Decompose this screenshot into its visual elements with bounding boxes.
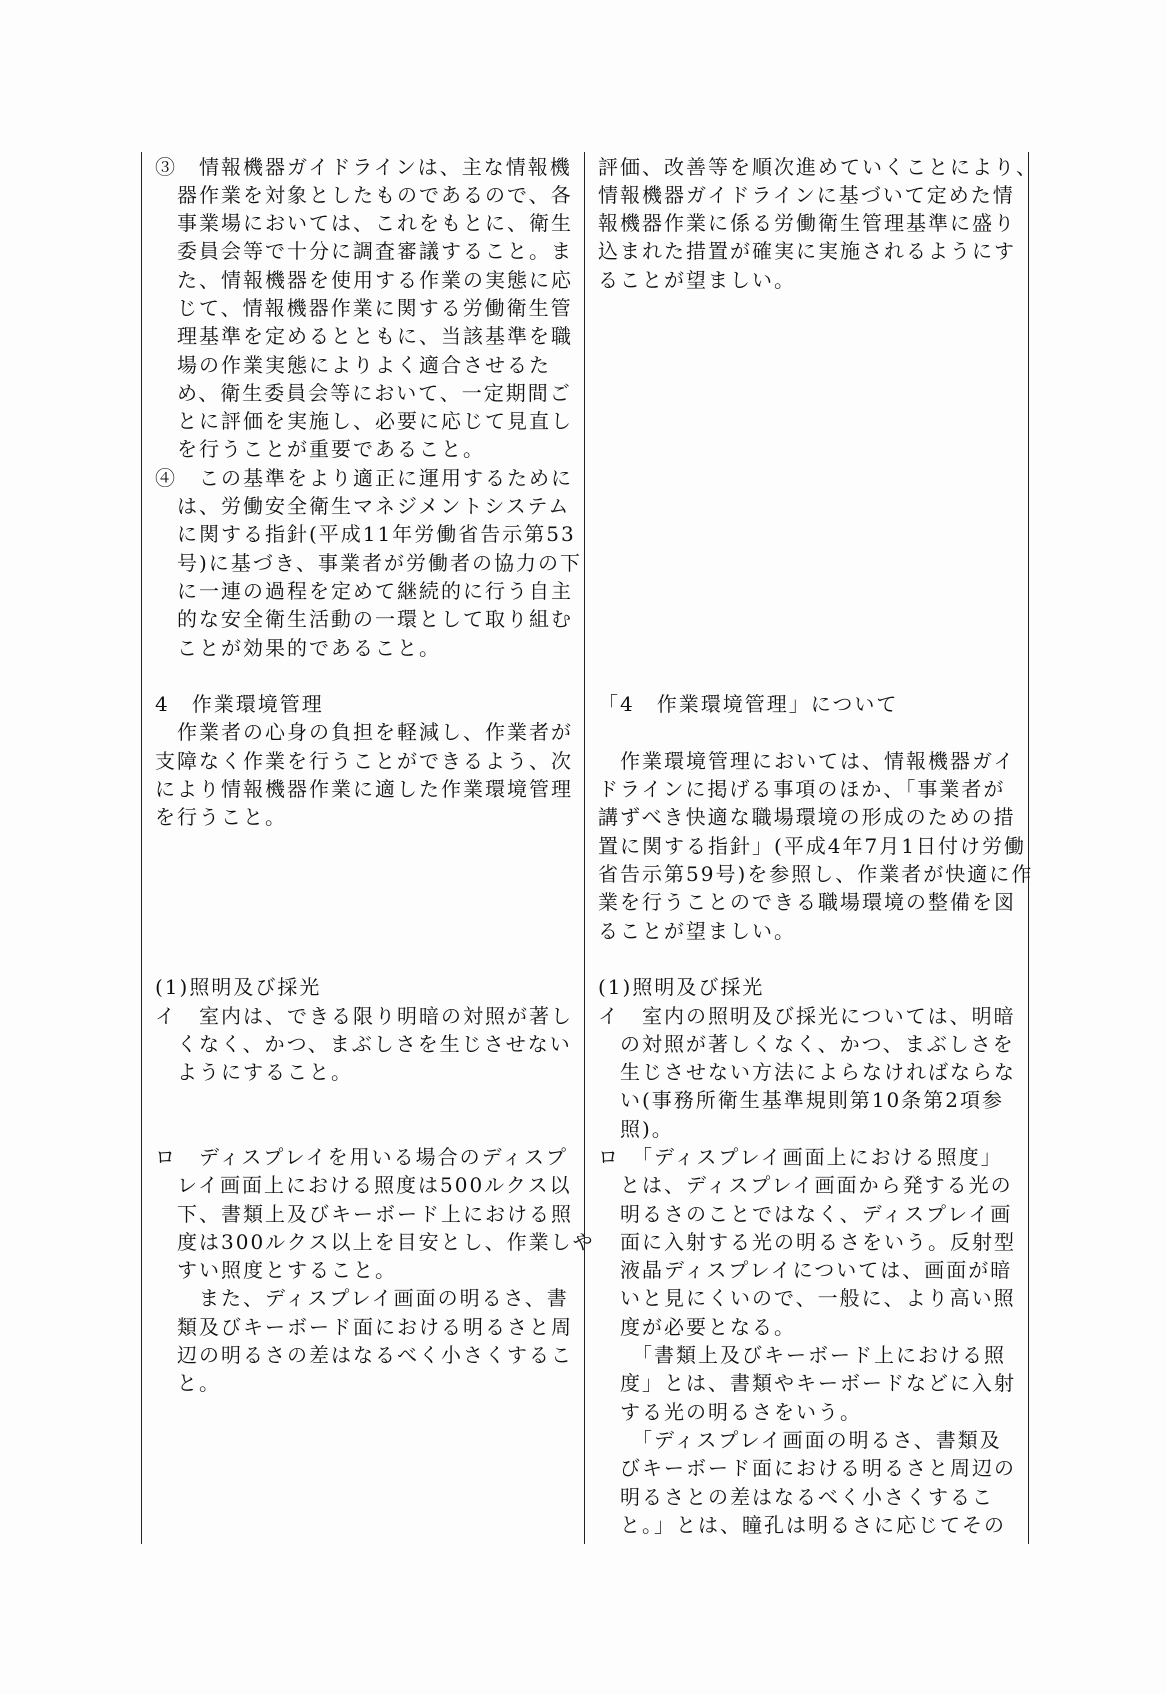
text-line: 的な安全衛生活動の一環として取り組む xyxy=(155,607,573,632)
text-line: 評価、改善等を順次進めていくことにより、 xyxy=(598,154,1038,179)
section-4-commentary-heading xyxy=(598,690,898,718)
text-line: 講ずべき快適な職場環境の形成のための措 xyxy=(598,805,1016,830)
text-line: (1)照明及び採光 xyxy=(598,975,765,1000)
text-line: 込まれた措置が確実に実施されるようにす xyxy=(598,239,1016,264)
item-ro-paragraph xyxy=(155,1143,595,1398)
text-line: 面に入射する光の明るさをいう。反射型 xyxy=(598,1229,1016,1254)
text-line: 号)に基づき、事業者が労働者の協力の下 xyxy=(155,550,583,575)
item-3-paragraph xyxy=(155,153,573,464)
text-line: 「4 作業環境管理」について xyxy=(598,692,899,717)
text-line: 支障なく作業を行うことができるよう、次 xyxy=(155,748,573,773)
text-line: 「書類上及びキーボード上における照 xyxy=(598,1343,1006,1368)
text-line: くなく、かつ、まぶしさを生じさせない xyxy=(155,1031,572,1056)
item-ro-commentary xyxy=(598,1143,1016,1539)
text-line: じて、情報機器作業に関する労働衛生管 xyxy=(155,295,573,320)
text-line: 度」とは、書類やキーボードなどに入射 xyxy=(598,1371,1016,1396)
text-line: と。」とは、瞳孔は明るさに応じてその xyxy=(598,1512,1006,1537)
text-line: を行うこと。 xyxy=(155,805,287,830)
text-line: 生じさせない方法によらなければならな xyxy=(598,1060,1016,1085)
item-i-paragraph xyxy=(155,1002,573,1087)
text-line: め、衛生委員会等において、一定期間ご xyxy=(155,380,572,405)
text-line: 類及びキーボード面における明るさと周 xyxy=(155,1314,573,1339)
text-line: を行うことが重要であること。 xyxy=(155,437,485,462)
lighting-heading xyxy=(155,973,321,1001)
text-line: とは、ディスプレイ画面から発する光の xyxy=(598,1173,1013,1198)
text-line: により情報機器作業に適した作業環境管理 xyxy=(155,777,573,802)
text-line: の対照が著しくなく、かつ、まぶしさを xyxy=(598,1031,1015,1056)
text-line: 4 作業環境管理 xyxy=(155,692,324,717)
text-line: ロ 「ディスプレイ画面上における照度」 xyxy=(598,1145,1003,1169)
text-line: 度は300ルクス以上を目安とし、作業しや xyxy=(155,1229,595,1254)
text-line: 照)。 xyxy=(598,1116,674,1141)
text-line: に一連の過程を定めて継続的に行う自主 xyxy=(155,578,573,603)
text-line: 業を行うことのできる職場環境の整備を図 xyxy=(598,890,1016,915)
text-line: ることが望ましい。 xyxy=(598,267,796,292)
text-line: いと見にくいので、一般に、より高い照 xyxy=(598,1286,1016,1311)
text-line: 「ディスプレイ画面の明るさ、書類及 xyxy=(598,1427,1002,1452)
text-line: 理基準を定めるとともに、当該基準を職 xyxy=(155,324,573,349)
text-line: 委員会等で十分に調査審議すること。ま xyxy=(155,239,573,264)
text-line: イ 室内の照明及び採光については、明暗 xyxy=(598,1003,1016,1028)
text-line: (1)照明及び採光 xyxy=(155,975,322,1000)
text-line: 液晶ディスプレイについては、画面が暗 xyxy=(598,1258,1013,1283)
text-line: すい照度とすること。 xyxy=(155,1258,397,1283)
text-line: ことが効果的であること。 xyxy=(155,635,441,660)
text-line: 器作業を対象としたものであるので、各 xyxy=(155,182,573,207)
text-line: また、ディスプレイ画面の明るさ、書 xyxy=(155,1286,569,1311)
text-line: 辺の明るさの差はなるべく小さくするこ xyxy=(155,1343,573,1368)
item-i-commentary xyxy=(598,1002,1016,1143)
evaluation-paragraph xyxy=(598,153,1038,294)
text-line: 下、書類上及びキーボード上における照 xyxy=(155,1201,573,1226)
lighting-commentary-heading xyxy=(598,973,764,1001)
text-line: と。 xyxy=(155,1371,221,1396)
text-line: 場の作業実態によりよく適合させるた xyxy=(155,352,551,377)
text-line: 明るさのことではなく、ディスプレイ画 xyxy=(598,1201,1013,1226)
text-line: びキーボード面における明るさと周辺の xyxy=(598,1456,1016,1481)
text-line: とに評価を実施し、必要に応じて見直し xyxy=(155,409,573,434)
text-line: に関する指針(平成11年労働省告示第53 xyxy=(155,522,576,547)
text-line: レイ画面上における照度は500ルクス以 xyxy=(155,1173,572,1198)
text-line: する光の明るさをいう。 xyxy=(598,1399,862,1424)
text-line: ③ 情報機器ガイドラインは、主な情報機 xyxy=(155,154,572,179)
section-4-commentary-paragraph xyxy=(598,747,1033,945)
text-line: イ 室内は、できる限り明暗の対照が著し xyxy=(155,1003,573,1028)
text-line: 作業者の心身の負担を軽減し、作業者が xyxy=(155,720,573,745)
text-line: 省告示第59号)を参照し、作業者が快適に作 xyxy=(598,861,1034,886)
text-line: た、情報機器を使用する作業の実態に応 xyxy=(155,267,573,292)
text-line: 事業場においては、これをもとに、衛生 xyxy=(155,211,573,236)
text-line: ようにすること。 xyxy=(155,1060,353,1085)
text-line: 置に関する指針」(平成4年7月1日付け労働 xyxy=(598,833,1026,858)
text-line: 明るさとの差はなるべく小さくするこ xyxy=(598,1484,994,1509)
text-line: 報機器作業に係る労働衛生管理基準に盛り xyxy=(598,211,1016,236)
text-line: ④ この基準をより適正に運用するために xyxy=(155,465,573,490)
item-4-paragraph xyxy=(155,464,582,662)
text-line: 情報機器ガイドラインに基づいて定めた情 xyxy=(598,182,1015,207)
table-border-left xyxy=(141,152,142,1544)
text-line: 度が必要となる。 xyxy=(598,1314,796,1339)
text-line: ロ ディスプレイを用いる場合のディスプ xyxy=(155,1145,568,1169)
section-4-paragraph xyxy=(155,690,573,831)
text-line: い(事務所衛生基準規則第10条第2項参 xyxy=(598,1088,1004,1113)
text-line: 作業環境管理においては、情報機器ガイ xyxy=(598,748,1016,773)
text-line: は、労働安全衛生マネジメントシステム xyxy=(155,494,571,519)
text-line: ドラインに掲げる事項のほか、「事業者が xyxy=(598,777,1006,802)
text-line: ることが望ましい。 xyxy=(598,918,796,943)
